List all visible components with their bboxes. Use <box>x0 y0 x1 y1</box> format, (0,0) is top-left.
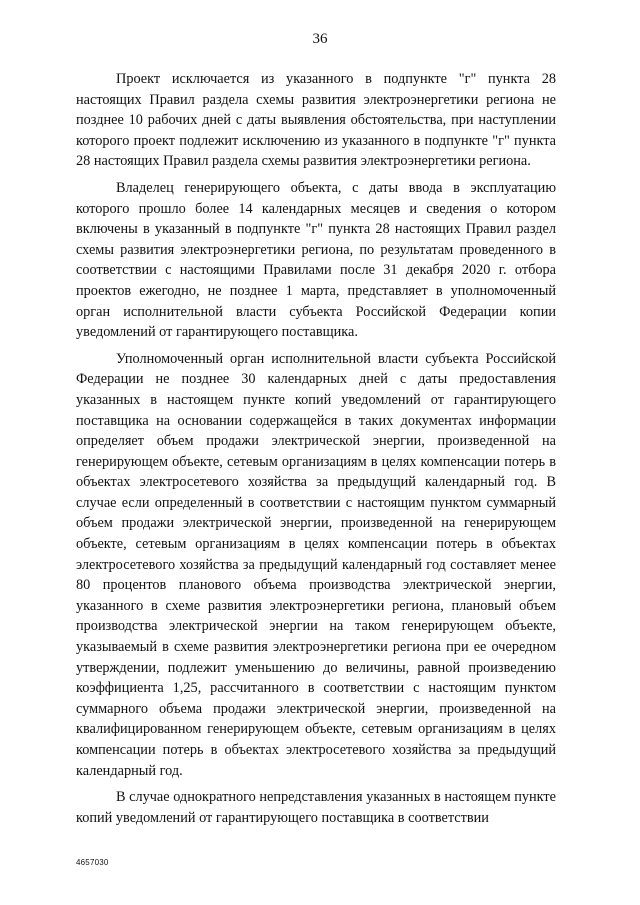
document-body <box>76 69 556 828</box>
paragraph-non-submission: В случае однократного непредставления указанных в настоящем пункте копий уведомлений от гарантирующего поставщика в соответствии <box>76 789 556 826</box>
document-id: 4657030 <box>76 858 109 867</box>
paragraph-owner-obligation: Владелец генерирующего объекта, с даты ввода в эксплуатацию которого прошло более 14 календарных месяцев и сведения о котором включены в указанный в подпункте "г" пункта 28 настоящих Правил раздел схемы развития электроэнергетики региона, по результатам проведенного в соответствии с настоящими Правилами после 31 декабря 2020 г. отбора проектов ежегодно, не позднее 1 марта, представляет в уполномоченный орган исполнительной власти субъекта Российской Федерации копии уведомлений от гарантирующего поставщика. <box>76 179 556 341</box>
paragraph-exclusion-deadline: Проект исключается из указанного в подпункте "г" пункта 28 настоящих Правил раздела схемы развития электроэнергетики региона не позднее 10 рабочих дней с даты выявления обстоятельства, при наступлении которого проект подлежит исключению из указанного в подпункте "г" пункта 28 настоящих Правил раздела схемы развития электроэнергетики региона. <box>76 71 556 170</box>
page-number: 36 <box>312 31 328 47</box>
paragraph-authority-determination: Уполномоченный орган исполнительной власти субъекта Российской Федерации не позднее 30 календарных дней с даты предоставления указанных в настоящем пункте копий уведомлений от гарантирующего поставщика на основании содержащейся в таких документах информации определяет объем продажи электрической энергии, произведенной на генерирующем объекте, сетевым организациям в целях компенсации потерь в объектах электросетевого хозяйства за предыдущий календарный год. В случае если определенный в соответствии с настоящим пунктом суммарный объем продажи электрической энергии, произведенной на генерирующем объекте, сетевым организациям в целях компенсации потерь в объектах электросетевого хозяйства за предыдущий календарный год составляет менее 80 процентов планового объема производства электрической энергии, указанного в схеме развития электроэнергетики региона, плановый объем производства электрической энергии на таком генерирующем объекте, указываемый в схеме развития электроэнергетики региона при ее очередном утверждении, подлежит уменьшению до величины, равной произведению коэффициента 1,25, рассчитанного в соответствии с настоящим пунктом суммарного объема продажи электрической энергии, произведенной на квалифицированном генерирующем объекте, сетевым организациям в целях компенсации потерь в объектах электросетевого хозяйства за предыдущий календарный год. <box>76 350 556 779</box>
